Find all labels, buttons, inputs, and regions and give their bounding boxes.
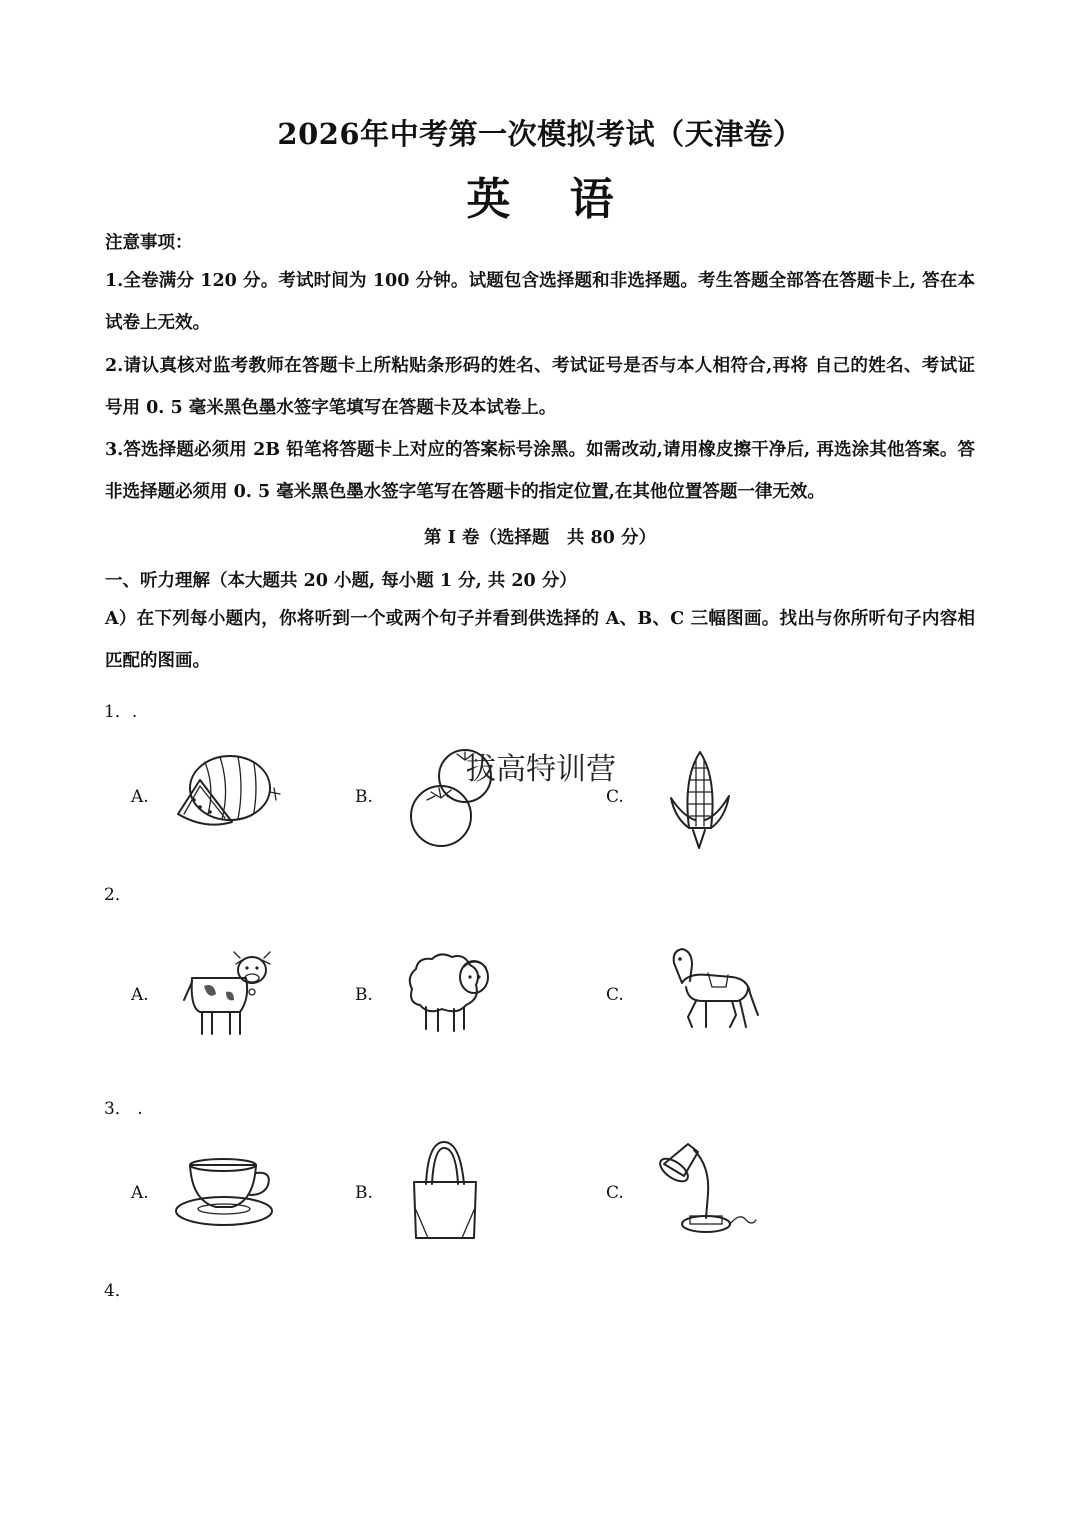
notice-item-1: 1.全卷满分 120 分。考试时间为 100 分钟。试题包含选择题和非选择题。考生答题全部答在答题卡上, 答在本试卷上无效。	[105, 271, 975, 333]
watermark: 拔高特训营	[466, 752, 616, 787]
sheep-icon	[402, 945, 502, 1040]
question-1-option-b-label: B.	[355, 787, 373, 807]
question-3-option-b-label: B.	[355, 1183, 373, 1203]
notice-item-3: 3.答选择题必须用 2B 铅笔将答题卡上对应的答案标号涂黑。如需改动,请用橡皮擦干净后, 再选涂其他答案。答非选择题必须用 0. 5 毫米黑色墨水签字笔写在答题卡的指定位置,在其他位置答题一律无效。	[105, 440, 975, 502]
desk-lamp-icon	[650, 1138, 760, 1238]
listening-section-title: 一、听力理解（本大题共 20 小题, 每小题 1 分, 共 20 分）	[105, 571, 577, 591]
part-title: 第 I 卷（选择题 共 80 分）	[424, 528, 656, 548]
cow-icon	[180, 948, 275, 1043]
listening-instruction: A）在下列每小题内，你将听到一个或两个句子并看到供选择的 A、B、C 三幅图画。找出与你所听句子内容相匹配的图画。	[105, 609, 975, 671]
question-3-option-a-label: A.	[131, 1183, 149, 1203]
question-number-2: 2．	[104, 885, 132, 905]
question-3-option-c-label: C.	[606, 1183, 624, 1203]
subject-title: 英 语	[466, 174, 636, 225]
question-2-option-b-label: B.	[355, 985, 373, 1005]
question-1-option-a-label: A.	[131, 787, 149, 807]
notice-heading: 注意事项：	[105, 233, 193, 253]
horse-icon	[652, 943, 762, 1043]
question-number-3: 3． .	[104, 1099, 143, 1119]
tote-bag-icon	[408, 1138, 483, 1243]
watermelon-icon	[170, 752, 285, 837]
question-2-option-a-label: A.	[131, 985, 149, 1005]
question-number-4: 4．	[104, 1281, 132, 1301]
notice-item-2: 2.请认真核对监考教师在答题卡上所粘贴条形码的姓名、考试证号是否与本人相符合,再将 自己的姓名、考试证号用 0. 5 毫米黑色墨水签字笔填写在答题卡及本试卷上。	[105, 356, 975, 418]
question-2-option-c-label: C.	[606, 985, 624, 1005]
exam-title: 2026年中考第一次模拟考试（天津卷）	[277, 117, 803, 151]
corn-icon	[665, 748, 735, 853]
question-number-1: 1．.	[104, 702, 138, 722]
teacup-icon	[172, 1155, 282, 1230]
question-1-option-c-label: C.	[606, 787, 624, 807]
